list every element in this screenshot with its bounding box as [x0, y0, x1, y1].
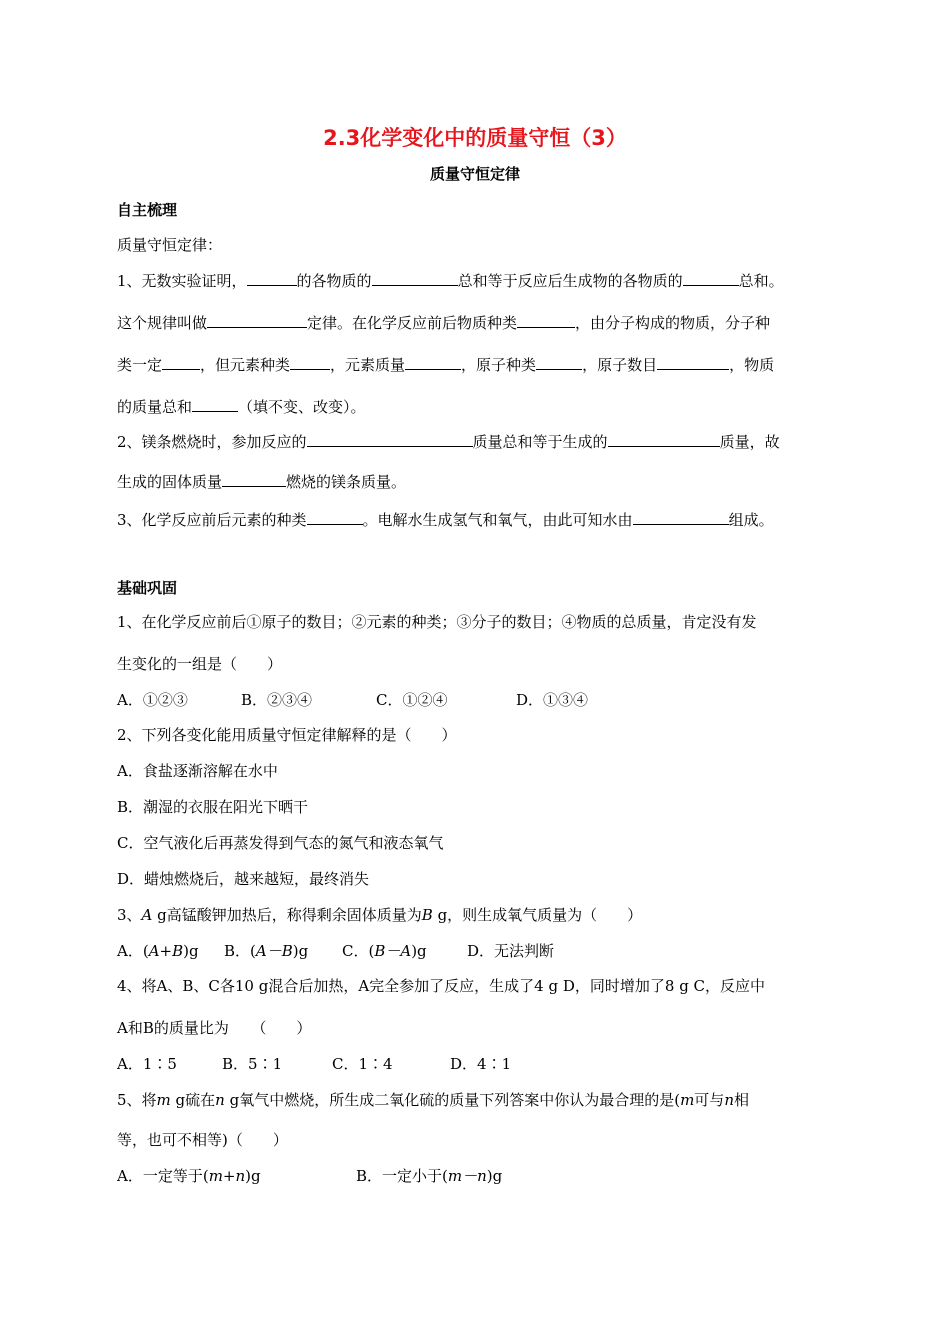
blank[interactable]: [536, 354, 582, 370]
question-4-line-1: 4、将A、B、C各10 g混合后加热，A完全参加了反应，生成了4 g D，同时增加了8 g C，反应中: [117, 977, 766, 995]
question-4-options: [117, 1054, 511, 1074]
option-a[interactable]: A．(A+B)g: [117, 942, 199, 960]
option-b[interactable]: B．②③④: [241, 691, 313, 709]
option-a[interactable]: A．一定等于(m+n)g: [117, 1167, 261, 1185]
intro-line: 质量守恒定律：: [117, 236, 223, 254]
blank[interactable]: [608, 431, 720, 447]
question-2: 2、下列各变化能用质量守恒定律解释的是（ ）: [117, 726, 457, 744]
fill-line-4: 的质量总和 （填不变、改变）。: [117, 398, 366, 416]
option-c[interactable]: C．1∶4: [332, 1055, 393, 1073]
fill-line-6: 生成的固体质量 燃烧的镁条质量。: [117, 473, 407, 491]
option-b[interactable]: B．5∶1: [222, 1055, 283, 1073]
blank[interactable]: [307, 509, 363, 525]
page-title: 2.3化学变化中的质量守恒（3）: [323, 126, 627, 150]
option-b[interactable]: B．潮湿的衣服在阳光下晒干: [117, 798, 309, 816]
option-c[interactable]: C．①②④: [376, 691, 448, 709]
option-d[interactable]: D．蜡烛燃烧后，越来越短，最终消失: [117, 870, 370, 888]
option-c[interactable]: C．(B－A)g: [342, 942, 427, 960]
blank[interactable]: [633, 509, 729, 525]
question-3-options: [117, 941, 554, 961]
fill-line-1: 1、无数实验证明， 的各物质的 总和等于反应后生成物的各物质的 总和。: [117, 272, 784, 290]
option-c[interactable]: C．空气液化后再蒸发得到气态的氮气和液态氧气: [117, 834, 444, 852]
option-d[interactable]: D．①③④: [516, 691, 589, 709]
option-b[interactable]: B．(A－B)g: [224, 942, 309, 960]
question-1-options: [117, 690, 588, 710]
question-5-line-1: 5、将m g硫在n g氧气中燃烧，所生成二氧化硫的质量下列答案中你认为最合理的是(m可与n相: [117, 1091, 749, 1109]
blank[interactable]: [162, 354, 200, 370]
question-5-line-2: 等，也可不相等)（ ）: [117, 1131, 288, 1149]
question-1-line-1: 1、在化学反应前后①原子的数目；②元素的种类；③分子的数目；④物质的总质量，肯定没有发: [117, 613, 757, 631]
section-heading-self-review: 自主梳理: [117, 201, 178, 219]
blank[interactable]: [657, 354, 729, 370]
blank[interactable]: [290, 354, 330, 370]
blank[interactable]: [683, 270, 739, 286]
page-subtitle: 质量守恒定律: [429, 165, 520, 183]
question-1-line-2: 生变化的一组是（ ）: [117, 655, 283, 673]
question-4-line-2: A和B的质量比为 （ ）: [117, 1019, 312, 1037]
fill-line-2: 这个规律叫做 定律。在化学反应前后物质种类 ，由分子构成的物质，分子种: [117, 314, 771, 332]
option-b[interactable]: B．一定小于(m－n)g: [356, 1167, 503, 1185]
blank[interactable]: [307, 431, 473, 447]
option-a[interactable]: A．1∶5: [117, 1055, 177, 1073]
option-d[interactable]: D．4∶1: [450, 1055, 512, 1073]
option-a[interactable]: A．食盐逐渐溶解在水中: [117, 762, 278, 780]
blank[interactable]: [372, 270, 458, 286]
blank[interactable]: [405, 354, 461, 370]
blank[interactable]: [192, 396, 238, 412]
blank[interactable]: [247, 270, 297, 286]
fill-line-5: 2、镁条燃烧时，参加反应的 质量总和等于生成的 质量，故: [117, 433, 780, 451]
section-heading-basic-practice: 基础巩固: [117, 579, 178, 597]
blank[interactable]: [207, 312, 307, 328]
fill-line-7: 3、化学反应前后元素的种类 。电解水生成氢气和氧气，由此可知水由 组成。: [117, 511, 774, 529]
option-a[interactable]: A．①②③: [117, 691, 188, 709]
fill-line-3: 类一定 ，但元素种类 ，元素质量 ，原子种类 ，原子数目 ，物质: [117, 356, 775, 374]
question-5-options: [117, 1166, 502, 1186]
question-3: 3、A g高锰酸钾加热后，称得剩余固体质量为B g，则生成氧气质量为（ ）: [117, 906, 643, 924]
blank[interactable]: [517, 312, 575, 328]
blank[interactable]: [222, 471, 286, 487]
option-d[interactable]: D．无法判断: [467, 942, 555, 960]
